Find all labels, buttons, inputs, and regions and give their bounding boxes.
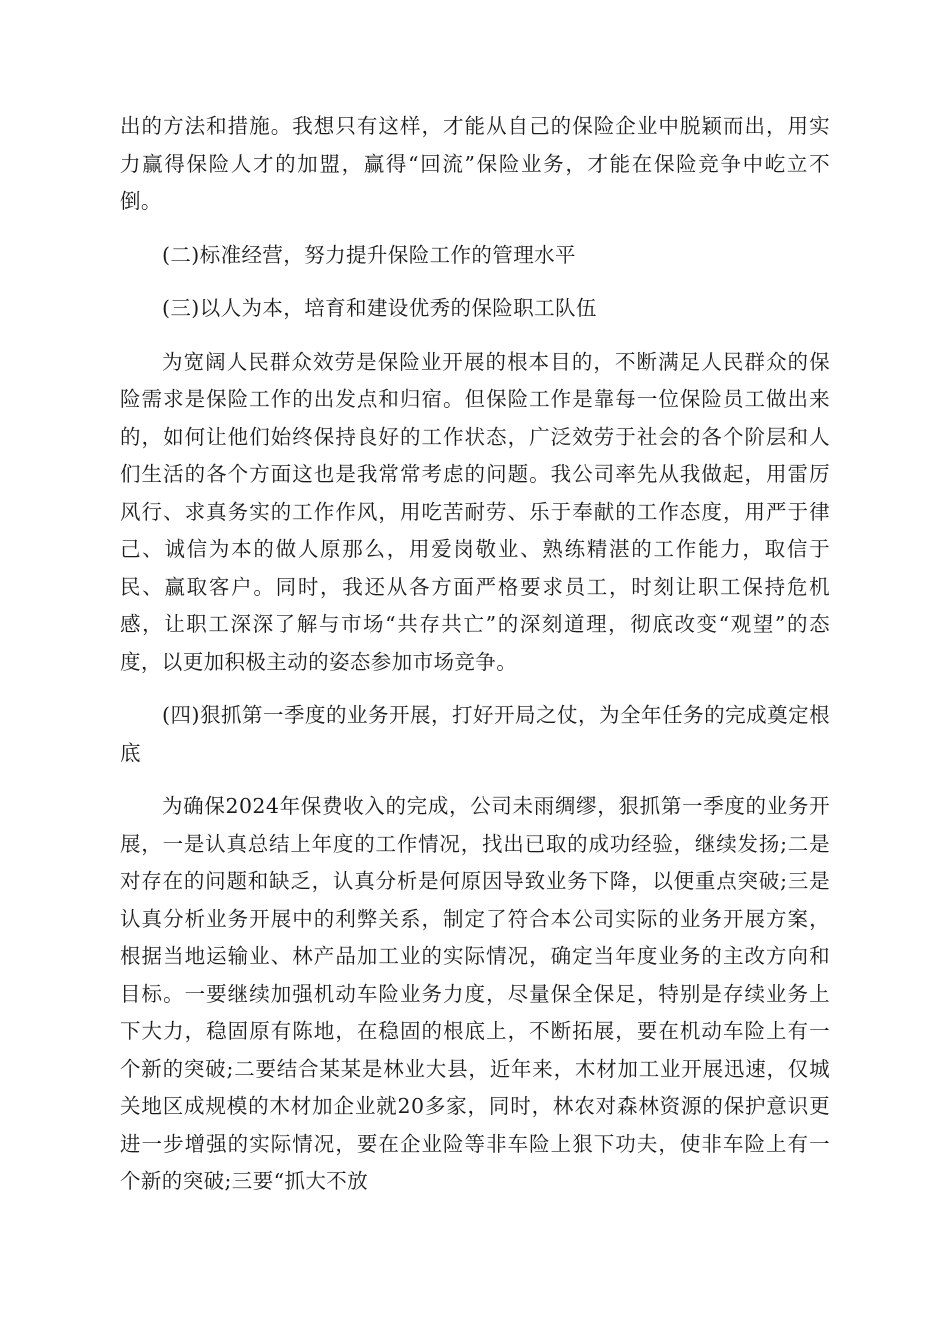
heading-section-2: (二)标准经营，努力提升保险工作的管理水平 [162,242,576,267]
heading-section-4: (四)狠抓第一季度的业务开展，打好开局之仗，为全年任务的完成奠定根底 [120,703,830,765]
paragraph-2: 为宽阔人民群众效劳是保险业开展的根本目的，不断满足人民群众的保险需求是保险工作的出发点和归宿。但保险工作是靠每一位保险员工做出来的，如何让他们始终保持良好的工作状态，广泛效劳于社会的各个阶层和人们生活的各个方面这也是我常常考虑的问题。我公司率先从我做起，用雷厉风行、求真务实的工作作风，用吃苦耐劳、乐于奉献的工作态度，用严于律己、诚信为本的做人原那么，用爱岗敬业、熟练精湛的工作能力，取信于民、赢取客户。同时，我还从各方面严格要求员工，时刻让职工保持危机感，让职工深深了解与市场“共存共亡”的深刻道理，彻底改变“观望”的态度，以更加积极主动的姿态参加市场竞争。 [120,349,830,674]
heading-section-3: (三)以人为本，培育和建设优秀的保险职工队伍 [162,296,597,320]
paragraph-1: 出的方法和措施。我想只有这样，才能从自己的保险企业中脱颖而出，用实力赢得保险人才的加盟，赢得“回流”保险业务，才能在保险竞争中屹立不倒。 [120,114,830,213]
paragraph-3: 为确保2024年保费收入的完成，公司未雨绸缪，狠抓第一季度的业务开展，一是认真总结上年度的工作情况，找出已取的成功经验，继续发扬;二是对存在的问题和缺乏，认真分析是何原因导致业务下降，以便重点突破;三是认真分析业务开展中的利弊关系，制定了符合本公司实际的业务开展方案，根据当地运输业、林产品加工业的实际情况，确定当年度业务的主改方向和目标。一要继续加强机动车险业务力度，尽量保全保足，特别是存续业务上下大力，稳固原有陈地，在稳固的根底上，不断拓展，要在机动车险上有一个新的突破;二要结合某某是林业大县，近年来，木材加工业开展迅速，仅城关地区成规模的木材加企业就20多家，同时，林农对森林资源的保护意识更进一步增强的实际情况，要在企业险等非车险上狠下功夫，使非车险上有一个新的突破;三要“抓大不放 [120,794,830,1193]
